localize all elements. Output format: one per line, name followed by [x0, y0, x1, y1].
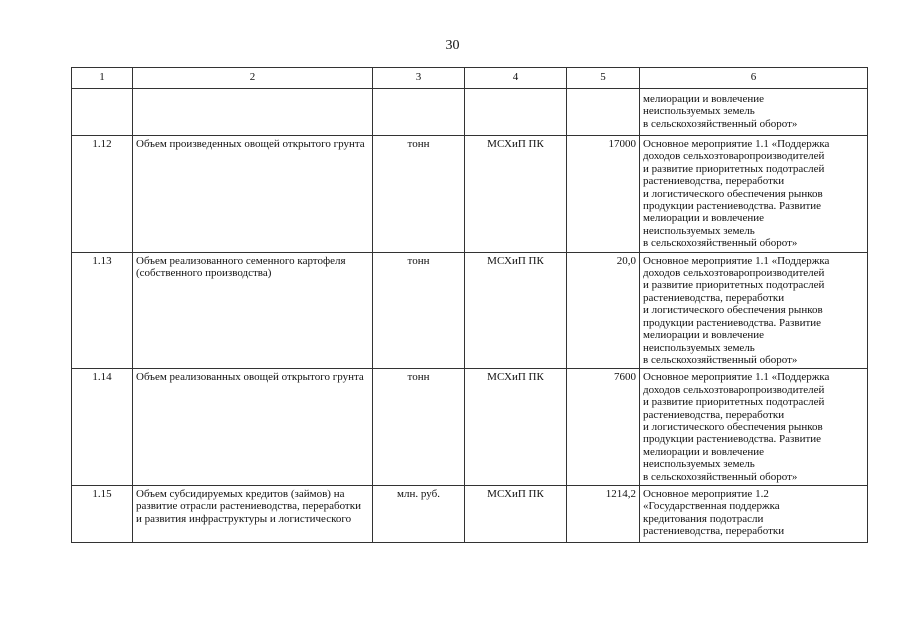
header-col-3: 3 — [373, 68, 465, 89]
desc-line: и развитие приоритетных подотраслей — [643, 396, 825, 409]
cell-value: 1214,2 — [567, 485, 640, 542]
desc-line: растениеводства, переработки — [643, 291, 785, 304]
cell-org: МСХиП ПК — [465, 485, 567, 542]
header-col-1: 1 — [72, 68, 133, 89]
table-row — [72, 369, 868, 486]
desc-line: и развитие приоритетных подотраслей — [643, 162, 825, 175]
desc-line: Основное мероприятие 1.1 «Поддержка — [643, 371, 830, 384]
cell-org: МСХиП ПК — [465, 136, 567, 253]
cell-org: МСХиП ПК — [465, 252, 567, 369]
page-number: 30 — [445, 38, 460, 53]
header-col-4: 4 — [465, 68, 567, 89]
desc-line: мелиорации и вовлечение — [643, 93, 764, 105]
cell-value — [567, 89, 640, 136]
desc-line: и развитие приоритетных подотраслей — [643, 279, 825, 292]
desc-line: растениеводства, переработки — [643, 175, 785, 188]
cell-value: 7600 — [567, 369, 640, 486]
cell-num — [72, 89, 133, 136]
table-row — [72, 485, 868, 542]
desc-line: в сельскохозяйственный оборот» — [643, 353, 798, 366]
desc-line: неиспользуемых земель — [643, 224, 755, 237]
table-row-continuation — [72, 89, 868, 136]
cell-value: 20,0 — [567, 252, 640, 369]
cell-num: 1.14 — [72, 369, 133, 486]
desc-line: продукции растениеводства. Развитие — [643, 200, 822, 213]
cell-unit: тонн — [373, 369, 465, 486]
desc-line: в сельскохозяйственный оборот» — [643, 117, 798, 130]
cell-value: 17000 — [567, 136, 640, 253]
desc-line: и логистического обеспечения рынков — [643, 187, 823, 200]
desc-line: неиспользуемых земель — [643, 105, 755, 118]
cell-num: 1.13 — [72, 252, 133, 369]
desc-line: кредитования подотрасли — [643, 512, 764, 525]
cell-name: Объем субсидируемых кредитов (займов) на развитие отрасли растениеводства, переработки и развития инфраструктуры и логистического — [133, 485, 373, 542]
desc-line: продукции растениеводства. Развитие — [643, 433, 822, 446]
cell-unit: тонн — [373, 252, 465, 369]
cell-name: Объем реализованных овощей открытого грунта — [133, 369, 373, 486]
desc-line: доходов сельхозтоваропроизводителей — [643, 267, 825, 280]
desc-line: в сельскохозяйственный оборот» — [643, 470, 798, 483]
cell-description — [640, 369, 868, 486]
desc-line: Основное мероприятие 1.2 — [643, 487, 769, 500]
desc-line: доходов сельхозтоваропроизводителей — [643, 150, 825, 163]
desc-line: «Государственная поддержка — [643, 500, 780, 513]
table-row — [72, 136, 868, 253]
cell-unit: млн. руб. — [373, 485, 465, 542]
desc-line: и логистического обеспечения рынков — [643, 420, 823, 433]
desc-line: растениеводства, переработки — [643, 525, 785, 538]
cell-description — [640, 252, 868, 369]
cell-unit — [373, 89, 465, 136]
cell-org: МСХиП ПК — [465, 369, 567, 486]
desc-line: растениеводства, переработки — [643, 408, 785, 421]
table-header-row — [72, 68, 868, 89]
cell-name: Объем произведенных овощей открытого грунта — [133, 136, 373, 253]
desc-line: в сельскохозяйственный оборот» — [643, 237, 798, 250]
cell-name — [133, 89, 373, 136]
cell-num: 1.15 — [72, 485, 133, 542]
table-row — [72, 252, 868, 369]
cell-unit: тонн — [373, 136, 465, 253]
header-col-2: 2 — [133, 68, 373, 89]
desc-line: мелиорации и вовлечение — [643, 212, 764, 225]
desc-line: продукции растениеводства. Развитие — [643, 316, 822, 329]
cell-description — [640, 485, 868, 542]
cell-org — [465, 89, 567, 136]
desc-line: мелиорации и вовлечение — [643, 445, 764, 458]
cell-description — [640, 89, 868, 136]
cell-num: 1.12 — [72, 136, 133, 253]
desc-line: мелиорации и вовлечение — [643, 329, 764, 342]
desc-line: неиспользуемых земель — [643, 341, 755, 354]
header-col-5: 5 — [567, 68, 640, 89]
desc-line: неиспользуемых земель — [643, 458, 755, 471]
desc-line: и логистического обеспечения рынков — [643, 304, 823, 317]
cell-description — [640, 136, 868, 253]
desc-line: Основное мероприятие 1.1 «Поддержка — [643, 138, 830, 150]
header-col-6: 6 — [640, 68, 868, 89]
desc-line: Основное мероприятие 1.1 «Поддержка — [643, 254, 830, 267]
cell-name: Объем реализованного семенного картофеля (собственного производства) — [133, 252, 373, 369]
desc-line: доходов сельхозтоваропроизводителей — [643, 383, 825, 396]
indicators-table — [71, 67, 868, 543]
